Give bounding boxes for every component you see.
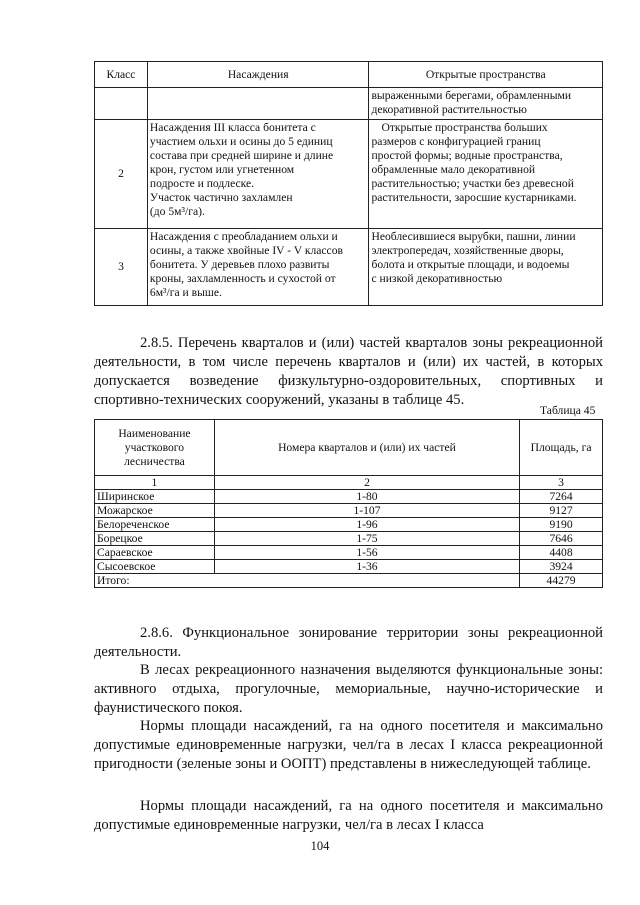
table2-total-row [95,574,603,588]
area-value: 7646 [520,532,603,546]
recreation-quarters-table [94,419,603,588]
area-value: 7264 [520,490,603,504]
table-row [95,518,603,532]
text-line: размеров с конфигурацией границ [371,135,541,148]
table2-col-number: 1 [95,476,215,490]
quarter-range: 1-80 [214,490,519,504]
text-line: бонитета. У деревьев плохо развиты [149,258,330,271]
total-value: 44279 [520,574,603,588]
recreation-class-table [94,61,603,306]
table2-header-area: Площадь, га [520,420,603,476]
text-line: Открытые пространства больших [381,121,548,134]
text-line: подросте и подлеске. [149,177,255,190]
table-row [95,504,603,518]
area-value: 9190 [520,518,603,532]
table2-header-quarters: Номера кварталов и (или) их частей [214,420,519,476]
page-number: 104 [310,839,330,853]
text-line: участием ольхи и осины до 5 единиц [149,135,333,148]
text-line: электропередач, хозяйственные дворы, [371,244,564,257]
forestry-name: Белореченское [95,518,215,532]
table1-header-open-spaces: Открытые пространства [369,62,603,88]
table1-cell-empty [147,88,369,120]
text-line: Насаждения с преобладанием ольхи и [149,230,338,243]
text-line: Насаждения III класса бонитета с [149,121,316,134]
forestry-name: Борецкое [95,532,215,546]
table-row [95,546,603,560]
forestry-name: Ширинское [95,490,215,504]
table2-number-row [95,476,603,490]
text-line: простой формы; водные пространства, [371,149,563,162]
table-caption: Таблица 45 [540,404,596,417]
quarter-range: 1-107 [214,504,519,518]
quarter-range: 1-36 [214,560,519,574]
text-line: крон, густом или угнетенном [149,163,295,176]
table2-col-number: 2 [214,476,519,490]
text-line: осины, а также хвойные IV - V классов [149,244,343,257]
table1-header-class: Класс [95,62,148,88]
text-line: Необлесившиеся вырубки, пашни, линии [371,230,576,243]
table1-row-class-3 [95,229,603,306]
text-line: Участок частично захламлен [149,191,293,204]
text-line: состава при средней ширине и длине [149,149,334,162]
table1-header-plantings: Насаждения [147,62,369,88]
text-line: декоративной растительностью [371,103,527,116]
table1-open-cell [369,229,603,306]
text-line: обрамленные мало декоративной [371,163,536,176]
forestry-name: Сараевское [95,546,215,560]
table1-class-cell: 3 [95,229,148,306]
table-row [95,490,603,504]
quarter-range: 1-56 [214,546,519,560]
table1-continuation-row [95,88,603,120]
table1-continuation-text [369,88,603,120]
table1-row-class-2 [95,120,603,229]
forestry-name: Можарское [95,504,215,518]
text-line: 6м³/га и выше. [149,286,222,299]
text-line: (до 5м³/га). [149,205,205,218]
area-value: 4408 [520,546,603,560]
paragraph-norms: Нормы площади насаждений, га на одного посетителя и максимально допустимые единовременные нагрузки, чел/га в лесах I класса рекреационной пригодности (зеленые зоны и ООПТ) представлены в нижеследующей таблице. [94,718,603,772]
table1-plantings-cell [147,229,369,306]
paragraph-2-8-5: 2.8.5. Перечень кварталов и (или) частей кварталов зоны рекреационной деятельности, в том числе перечень кварталов и (или) их частей, в которых допускается возведение физкультурно-оздоровительных, спортивных и спортивно-технических сооружений, указаны в таблице 45. [94,335,603,408]
text-line: болота и открытые площади, и водоемы [371,258,570,271]
text-line: выраженными берегами, обрамленными [371,89,572,102]
table-row [95,532,603,546]
text-line: растительностью; участки без древесной [371,177,574,190]
paragraph-norms-repeat: Нормы площади насаждений, га на одного посетителя и максимально допустимые единовременные нагрузки, чел/га в лесах I класса [94,798,603,833]
text-line: растительности, заросшие кустарниками. [371,191,577,204]
area-value: 9127 [520,504,603,518]
table2-col-number: 3 [520,476,603,490]
table1-plantings-cell [147,120,369,229]
total-label: Итого: [95,574,520,588]
forestry-name: Сысоевское [95,560,215,574]
table-row [95,560,603,574]
text-line: с низкой декоративностью [371,272,503,285]
table1-open-cell [369,120,603,229]
quarter-range: 1-96 [214,518,519,532]
table1-class-cell: 2 [95,120,148,229]
quarter-range: 1-75 [214,532,519,546]
area-value: 3924 [520,560,603,574]
table1-cell-empty [95,88,148,120]
paragraph-functional-zones: В лесах рекреационного назначения выделяются функциональные зоны: активного отдыха, прогулочные, мемориальные, научно-исторические и фаунистического покоя. [94,662,603,716]
text-line: кроны, захламленность и сухостой от [149,272,336,285]
paragraph-2-8-6: 2.8.6. Функциональное зонирование территории зоны рекреационной деятельности. [94,625,603,660]
table1-header-row [95,62,603,88]
table2-header-row [95,420,603,476]
table2-header-forestry: Наименование участкового лесничества [95,420,215,476]
